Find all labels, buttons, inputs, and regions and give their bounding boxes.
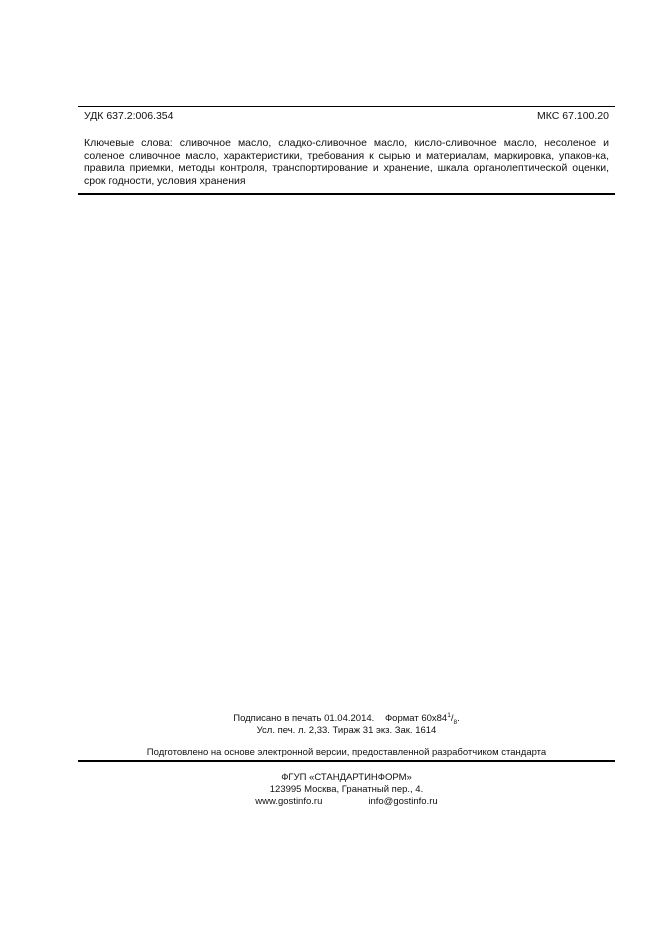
prepared-note: Подготовлено на основе электронной версии, предоставленной разработчиком стандарта — [146, 747, 547, 758]
publisher-name: ФГУП «СТАНДАРТИНФОРМ» — [281, 772, 412, 783]
udk-code: УДК 637.2:006.354 — [84, 110, 174, 122]
publisher-email-link[interactable]: info@gostinfo.ru — [368, 796, 438, 807]
keywords-divider — [78, 193, 615, 195]
bottom-divider — [78, 760, 615, 762]
imprint-line-1 — [78, 713, 615, 725]
publisher-website-link[interactable]: www.gostinfo.ru — [255, 796, 323, 807]
keywords-paragraph: Ключевые слова: сливочное масло, сладко-сливочное масло, кисло-сливочное масло, несоленое и соленое сливочное масло, характеристики, требования к сырью и материалам, маркировка, упаков-ка, правила приемки, методы контроля, транспортирование и хранение, шкала органолептической оценки, срок годности, условия хранения — [84, 137, 609, 187]
paper-format: Формат $60x84^1/_8$. — [384, 711, 460, 726]
imprint-line-2: Усл. печ. л. 2,33. Тираж 31 экз. Зак. 1614 — [256, 725, 437, 736]
top-divider — [78, 106, 615, 107]
mks-code: МКС 67.100.20 — [537, 110, 609, 122]
publisher-address: 123995 Москва, Гранатный пер., 4. — [269, 784, 424, 795]
signed-date: Подписано в печать 01.04.2014. — [233, 713, 375, 724]
publisher-contacts — [78, 796, 615, 808]
